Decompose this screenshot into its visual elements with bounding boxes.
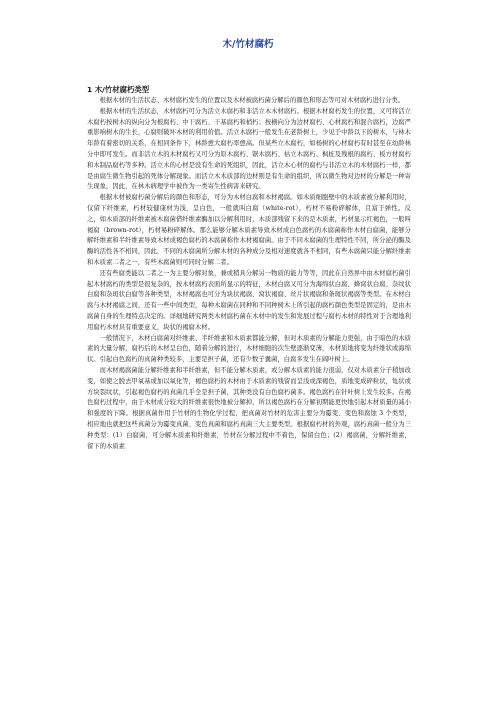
document-title: 木/竹材腐朽 bbox=[222, 39, 274, 50]
paragraph-3: 根据木材被腐朽菌分解后的颜色和形态，可分为木材白腐和木材褐腐。如木质细胞壁中的木质素被分解利用时，仅留下纤维素，朽材较健康材为浅，呈白色，一般就叫白腐（white-rot），朽材不易粉碎解体，且富于弹性。反之，如木质部的纤维素被木腐菌借纤维素酶加以分解利用时，木质部残留下来的是木质素，朽材显示红褐色，一般叫褐腐（brown-rot），朽材易粉碎解体。那么能够分解木质素导致木材成白色腐朽的木腐菌称作木材白腐菌，能够分解纤维素和半纤维素导致木材成褐色腐朽的木腐菌称作木材褐腐菌。由于不同木腐菌的生理特性不同，所分泌的酶及酶的活性各不相同，因此，不同的木腐菌所分解木材的各种成分及相对速度就各不相同，有些木腐菌只能分解纤维素和木质素二者之一，有些木腐菌则可同时分解二者。 bbox=[87, 194, 411, 266]
document-body bbox=[87, 84, 411, 452]
section-heading: 1 木/竹材腐朽类型 bbox=[87, 85, 150, 94]
paragraph-6: 而木材褐腐菌能分解纤维素和半纤维素，但不能分解木质素，或分解木质素的能力很弱，仅对木质素分子稍加改变，如使之脱去甲氧基或加以氧化等，褐色腐朽的木材由于木质素的残留而呈浅或深褐色，质地变成碎粒状，龟状或方块裂纹状，引起褐色腐朽的真菌几乎全是担子菌，其种类没有白色腐朽菌多。褐色腐朽在针叶树上发生较多。在褐色腐朽过程中，由于木材成分较大的纤维素很快地被分解掉，所以褐色腐朽在分解初期能更快地引起木材质量的减小和强度的下降。根据真菌作用于竹材的生物化学过程，把真菌对竹材的危害主要分为霉变、变色和腐蚀 3 个类型，相应地也就把这些真菌分为霉变真菌、变色真菌和腐朽真菌三大主要类型。根据腐朽材的外观，腐朽真菌一般分为三种类型：(1）白腐菌，可分解木质素和纤维素，竹材在分解过程中不着色，保留白色；(2）褐腐菌，分解纤维素，留下的木质素 bbox=[87, 366, 411, 450]
paragraph-4: 还有些腐类能以二者之一为主要分解对象，兼或稍具分解另一物质的能力等等，因此在自然界中由木材腐朽菌引起木材腐朽的类型是很复杂的，按木材腐朽表面所显示的特征，木材白腐又可分为海绵状白腐、蜂窝状白腐、杂纹状白腐和杂斑状白腐等各种类型，木材褐腐也可分为块状褐腐、窝状褐腐、丝片状褐腐和条斑状褐腐等类型。在木材白腐与木材褐腐之间，还有一些中间类型，每种木腐菌在同种和不同种树木上所引起的腐朽颜色类型是固定的，是由木腐菌自身的生理特点决定的。详细地研究两类木材腐朽菌在木材中的发生和发展过程与腐朽木材的特性对于合理地利用腐朽木材具有重要意义，块状的褐腐木材。 bbox=[87, 269, 411, 331]
paragraph-5: 一般情况下，木材白腐菌对纤维素、半纤维素和木质素都能分解，但对木质素的分解能力更强，由于暗色的木质素的大量分解，腐朽后的木材呈白色，随着分解的进行，木材细胞的次生壁逐渐变薄，木材质地将变为纤维状或海绵状。引起白色腐朽的真菌种类较多，主要是担子菌，还有少数子囊菌，白腐多发生在阔叶树上。 bbox=[87, 334, 411, 364]
paragraph-2: 根据木材的生活状态，木材腐朽可分为活立木腐朽和非活立木木材腐朽。根据木材腐朽发生的位置，又可将活立木腐朽按树木的纵向分为根腐朽、中干腐朽、干基腐朽和梢朽；按横向分为边材腐朽、心材腐朽和混合腐朽，边腐严重影响树木的生长，心腐则破坏木材的利用价值。活立木腐朽一般发生在老龄树上，少见于中龄以下的树木，与林木年龄有着密切的关系，在相同条件下，林龄愈大腐朽率愈高。但某些立木腐朽，如杨树的心材腐朽有时甚至在幼龄林分中即可发生。而非活立木的木材腐朽又可分为原木腐朽、锯木腐朽、枯立木腐朽、枫桩及残根的腐朽、板方材腐朽和木制品腐朽等多种。活立木的心材是没有生命的死组织，因此，活立木心材的腐朽与非活立木的木材腐朽一样，都是由腐生微生物引起的死体分解现象。而活立木木质部的边材则是有生命的组织，所以微生物对边材的分解是一种寄生现象，因此，在林木病理学中被作为一类寄生性病害来研究。 bbox=[87, 107, 411, 191]
paragraph-1: 根据木材的生活状态、木材腐朽发生的位置以及木材被腐朽菌分解后的颜色和形态等可对木材腐朽进行分类。 bbox=[99, 97, 405, 104]
